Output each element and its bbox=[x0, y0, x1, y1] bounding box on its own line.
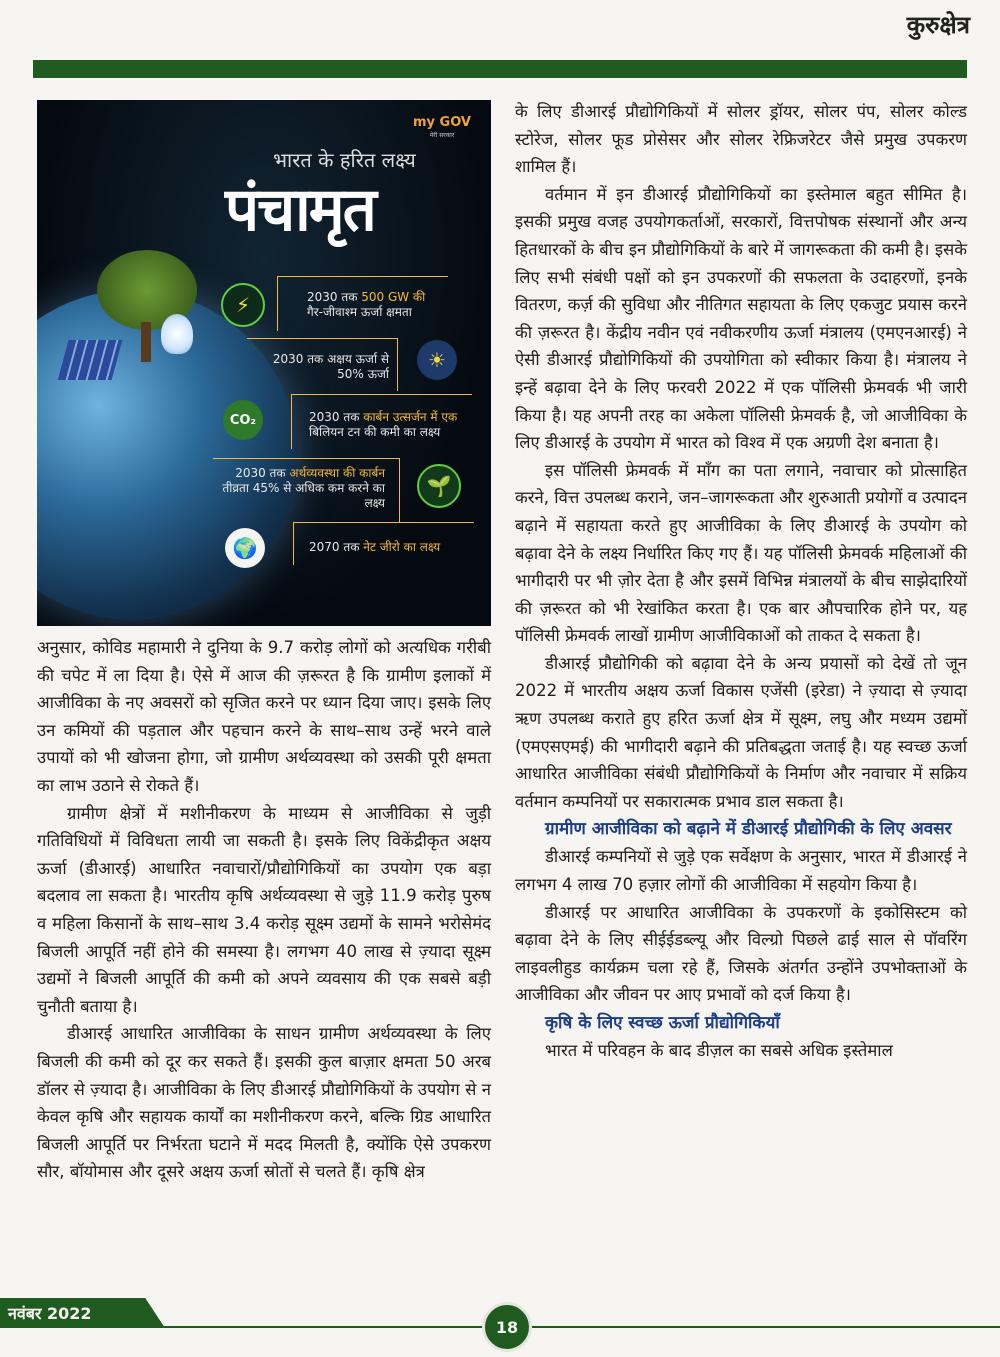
page-number: 18 bbox=[482, 1302, 532, 1352]
panchamrit-infographic bbox=[37, 100, 491, 626]
paragraph: इस पॉलिसी फ्रेमवर्क में माँग का पता लगाने, नवाचार को प्रोत्साहित करने, वित्त उपलब्ध कराने, जन–जागरूकता और शुरुआती प्रयोगों व उत्पादन बढ़ाने में सहायता करते हुए आजीविका के लिए डीआरई के उपयोग को बढ़ावा देने के लक्ष्य निर्धारित किए गए हैं। यह पॉलिसी फ्रेमवर्क महिलाओं की भागीदारी पर भी ज़ोर देता है और इसमें विभिन्न मंत्रालयों के बीच साझेदारियों की ज़रूरत को भी रेखांकित करता है। एक बार औपचारिक होने पर, यह पॉलिसी फ्रेमवर्क लाखों ग्रामीण आजीविकाओं को ताकत दे सकता है। bbox=[515, 460, 967, 646]
goal-3: 2030 तक कार्बन उत्सर्जन में एक बिलियन टन की कमी का लक्ष्य bbox=[309, 410, 458, 439]
mygov-logo: my GOV मेरी सरकार bbox=[413, 115, 471, 139]
tree-trunk bbox=[141, 322, 151, 362]
goal-1: 2030 तक 500 GW की गैर-जीवाश्म ऊर्जा क्षमता bbox=[307, 290, 426, 319]
paragraph: ग्रामीण क्षेत्रों में मशीनीकरण के माध्यम से आजीविका से जुड़ी गतिविधियों में विविधता लायी जा सकती है। इसके लिए विकेंद्रीकृत अक्षय ऊर्जा (डीआरई) आधारित नवाचारों/प्रौद्योगिकियों का उपयोग एक बड़ा बदलाव ला सकता है। भारतीय कृषि अर्थव्यवस्था से जुड़े 11.9 करोड़ पुरुष व महिला किसानों के साथ–साथ 3.4 करोड़ सूक्ष्म उद्यमों के सामने भरोसेमंद बिजली आपूर्ति नहीं होने की समस्या है। लगभग 40 लाख से ज़्यादा सूक्ष्म उद्यमों ने बिजली आपूर्ति की कमी को अपने व्यवसाय की एक सबसे बड़ी चुनौती बताया है। bbox=[37, 803, 491, 1016]
magazine-masthead: कुरुक्षेत्र bbox=[906, 11, 970, 39]
paragraph: अनुसार, कोविड महामारी ने दुनिया के 9.7 करोड़ लोगों को अत्यधिक गरीबी की चपेट में ला दिया है। ऐसे में आज की ज़रूरत है कि ग्रामीण इलाकों में आजीविका के नए अवसरों को सृजित करने पर ध्यान दिया जाए। इसके लिए उन कमियों की पड़ताल और पहचान करने के साथ–साथ उन्हें भरने वाले उपायों को भी खोजना होगा, जो ग्रामीण अर्थव्यवस्था को उसकी पूरी क्षमता का लाभ उठाने से रोकते हैं। bbox=[37, 638, 491, 795]
paragraph: डीआरई कम्पनियों से जुड़े एक सर्वेक्षण के अनुसार, भारत में डीआरई ने लगभग 4 लाख 70 हज़ार लोगों की आजीविका में सहयोग किया है। bbox=[515, 847, 967, 895]
section-heading: ग्रामीण आजीविका को बढ़ाने में डीआरई प्रौद्योगिकी के लिए अवसर bbox=[545, 819, 952, 840]
infographic-subtitle: भारत के हरित लक्ष्य bbox=[273, 148, 416, 172]
plant-plug-icon: 🌱 bbox=[417, 464, 461, 508]
paragraph: भारत में परिवहन के बाद डीज़ल का सबसे अधिक इस्तेमाल bbox=[545, 1041, 893, 1060]
goal-2: 2030 तक अक्षय ऊर्जा से 50% ऊर्जा bbox=[272, 352, 389, 381]
paragraph: के लिए डीआरई प्रौद्योगिकियों में सोलर ड्रॉयर, सोलर पंप, सोलर कोल्ड स्टोरेज, सोलर फूड प्रोसेसर और सोलर रेफ्रिजरेटर जैसे प्रमुख उपकरण शामिल हैं। bbox=[515, 102, 967, 177]
solar-panel-icon: ☀ bbox=[417, 340, 457, 380]
earth-icon: 🌍 bbox=[225, 528, 265, 568]
infographic-title: पंचामृत bbox=[225, 175, 375, 245]
co2-icon: CO₂ bbox=[223, 400, 263, 440]
solar-panel-image bbox=[58, 340, 123, 380]
section-heading: कृषि के लिए स्वच्छ ऊर्जा प्रौद्योगिकियाँ bbox=[545, 1013, 780, 1033]
left-column bbox=[37, 634, 491, 1186]
paragraph: डीआरई प्रौद्योगिकी को बढ़ावा देने के अन्य प्रयासों को देखें तो जून 2022 में भारतीय अक्षय ऊर्जा विकास एजेंसी (इरेडा) ने ज़्यादा से ज़्यादा ऋण उपलब्ध कराते हुए हरित ऊर्जा क्षेत्र में सूक्ष्म, लघु और मध्यम उद्यमों (एमएसएमई) की भागीदारी बढ़ाने की प्रतिबद्धता जताई है। यह स्वच्छ ऊर्जा आधारित आजीविका संबंधी प्रौद्योगिकियों के निर्माण और नवाचार में सक्रिय वर्तमान कम्पनियों पर सकारात्मक प्रभाव डाल सकता है। bbox=[515, 653, 967, 811]
power-icon: ⚡ bbox=[221, 283, 265, 327]
paragraph: डीआरई आधारित आजीविका के साधन ग्रामीण अर्थव्यवस्था के लिए बिजली की कमी को दूर कर सकते हैं। इसकी कुल बाज़ार क्षमता 50 अरब डॉलर से ज़्यादा है। आजीविका के लिए डीआरई प्रौद्योगिकियों के उपयोग से न केवल कृषि और सहायक कार्यों का मशीनीकरण करने, बल्कि ग्रिड आधारित बिजली आपूर्ति पर निर्भरता घटाने में मदद मिलती है, क्योंकि ऐसे उपकरण सौर, बॉयोमास और दूसरे अक्षय ऊर्जा स्रोतों से चलते हैं। कृषि क्षेत्र bbox=[37, 1024, 491, 1182]
goal-4: 2030 तक अर्थव्यवस्था की कार्बन तीव्रता 45% से अधिक कम करने का लक्ष्य bbox=[222, 466, 385, 510]
paragraph: डीआरई पर आधारित आजीविका के उपकरणों के इकोसिस्टम को बढ़ावा देने के लिए सीईईडब्ल्यू और विल्ग्रो पिछले ढाई साल से पॉवरिंग लाइवलीहुड कार्यक्रम चला रहे हैं, जिसके अंतर्गत उन्होंने उपभोक्ताओं के आजीविका और जीवन पर आए प्रभावों को दर्ज किया है। bbox=[515, 902, 967, 1005]
light-bulb-image bbox=[161, 314, 193, 354]
paragraph: वर्तमान में इन डीआरई प्रौद्योगिकियों का इस्तेमाल बहुत सीमित है। इसकी प्रमुख वजह उपयोगकर्ताओं, सरकारों, वित्तपोषक संस्थानों और अन्य हितधारकों के बीच इन प्रौद्योगिकियों के बारे में जागरूकता की कमी है। इसके लिए सभी संबंधी पक्षों को इन उपकरणों की सफलता के उदाहरणों, इनके वितरण, कर्ज़ की सुविधा और नीतिगत सहायता के लिए एकजुट प्रयास करने की ज़रूरत है। केंद्रीय नवीन एवं नवीकरणीय ऊर्जा मंत्रालय (एमएनआरई) ने ऐसी डीआरई प्रौद्योगिकियों की उपयोगिता को स्वीकार किया है। मंत्रालय ने इन्हें बढ़ावा देने के लिए फरवरी 2022 में एक पॉलिसी फ्रेमवर्क भी जारी किया है। यह अपनी तरह का अकेला पॉलिसी फ्रेमवर्क है, जो आजीविका के लिए डीआरई के उपयोग में भारत को विश्व में एक अग्रणी देश बनाता है। bbox=[515, 184, 967, 453]
header-bar bbox=[33, 60, 967, 78]
issue-date: नवंबर 2022 bbox=[8, 1304, 92, 1323]
right-column bbox=[515, 98, 967, 1065]
goal-5: 2070 तक नेट जीरो का लक्ष्य bbox=[309, 540, 441, 554]
